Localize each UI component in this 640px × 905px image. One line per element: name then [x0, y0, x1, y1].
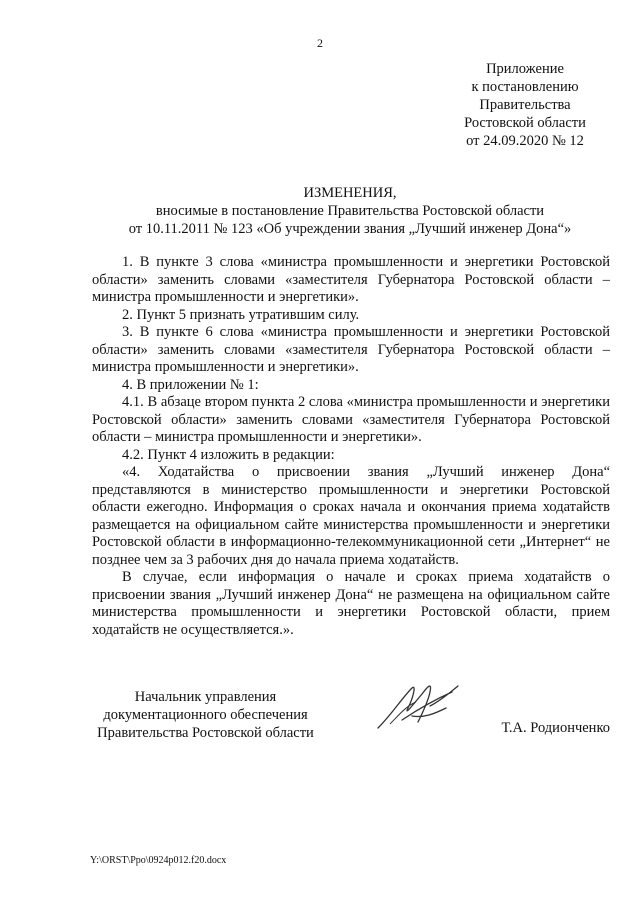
appendix-line: от 24.09.2020 № 12 — [466, 133, 584, 149]
signer-name: Т.А. Родионченко — [501, 720, 610, 736]
appendix-line: Ростовской области — [464, 115, 586, 131]
signature-icon — [372, 676, 472, 736]
signer-line: документационного обеспечения — [103, 707, 308, 723]
appendix-line: Приложение — [486, 61, 564, 77]
appendix-line: Правительства — [479, 97, 571, 113]
title-heading: ИЗМЕНЕНИЯ, — [303, 185, 397, 201]
page-number: 2 — [317, 36, 323, 50]
appendix-line: к постановлению — [471, 79, 579, 95]
signer-position — [88, 688, 323, 742]
file-path: Y:\ORST\Ppo\0924p012.f20.docx — [90, 855, 227, 866]
signer-line: Начальник управления — [134, 689, 277, 705]
document-title — [90, 184, 610, 238]
paragraph-2: 2. Пункт 5 признать утратившим силу. — [122, 306, 360, 323]
paragraph-4: 4. В приложении № 1: — [122, 376, 259, 393]
document-body — [92, 254, 610, 639]
paragraph-4-2: 4.2. Пункт 4 изложить в редакции: — [122, 446, 335, 463]
quoted-paragraph: «4. Ходатайства о присвоении звания „Лучший инженер Дона“ представляются в министерство промышленности и энергетики Ростовской области ежегодно. Информация о сроках начала и окончания приема ходатайств размещается на официальном сайте министерства промышленности и энергетики Ростовской области в информационно-телекоммуникационной сети „Интернет“ не позднее чем за 3 рабочих дня до начала приема ходатайств. — [92, 464, 610, 568]
paragraph-4-1: 4.1. В абзаце втором пункта 2 слова «министра промышленности и энергетики Ростовской области» заменить словами «заместителя Губернатора Ростовской области – министра промышленности и энергетики». — [92, 394, 610, 445]
quoted-paragraph-2: В случае, если информация о начале и сроках приема ходатайств о присвоении звания „Лучший инженер Дона“ не размещена на официальном сайте министерства промышленности и энергетики Ростовской области, прием ходатайств не осуществляется.». — [92, 569, 610, 638]
appendix-header — [440, 60, 610, 150]
title-line-2: от 10.11.2011 № 123 «Об учреждении звания „Лучший инженер Дона“» — [128, 221, 572, 237]
paragraph-1: 1. В пункте 3 слова «министра промышленности и энергетики Ростовской области» заменить словами «заместителя Губернатора Ростовской области – министра промышленности и энергетики». — [92, 254, 610, 305]
signer-line: Правительства Ростовской области — [97, 725, 314, 741]
paragraph-3: 3. В пункте 6 слова «министра промышленности и энергетики Ростовской области» заменить словами «заместителя Губернатора Ростовской области – министра промышленности и энергетики». — [92, 324, 610, 375]
title-line-1: вносимые в постановление Правительства Ростовской области — [155, 203, 545, 219]
